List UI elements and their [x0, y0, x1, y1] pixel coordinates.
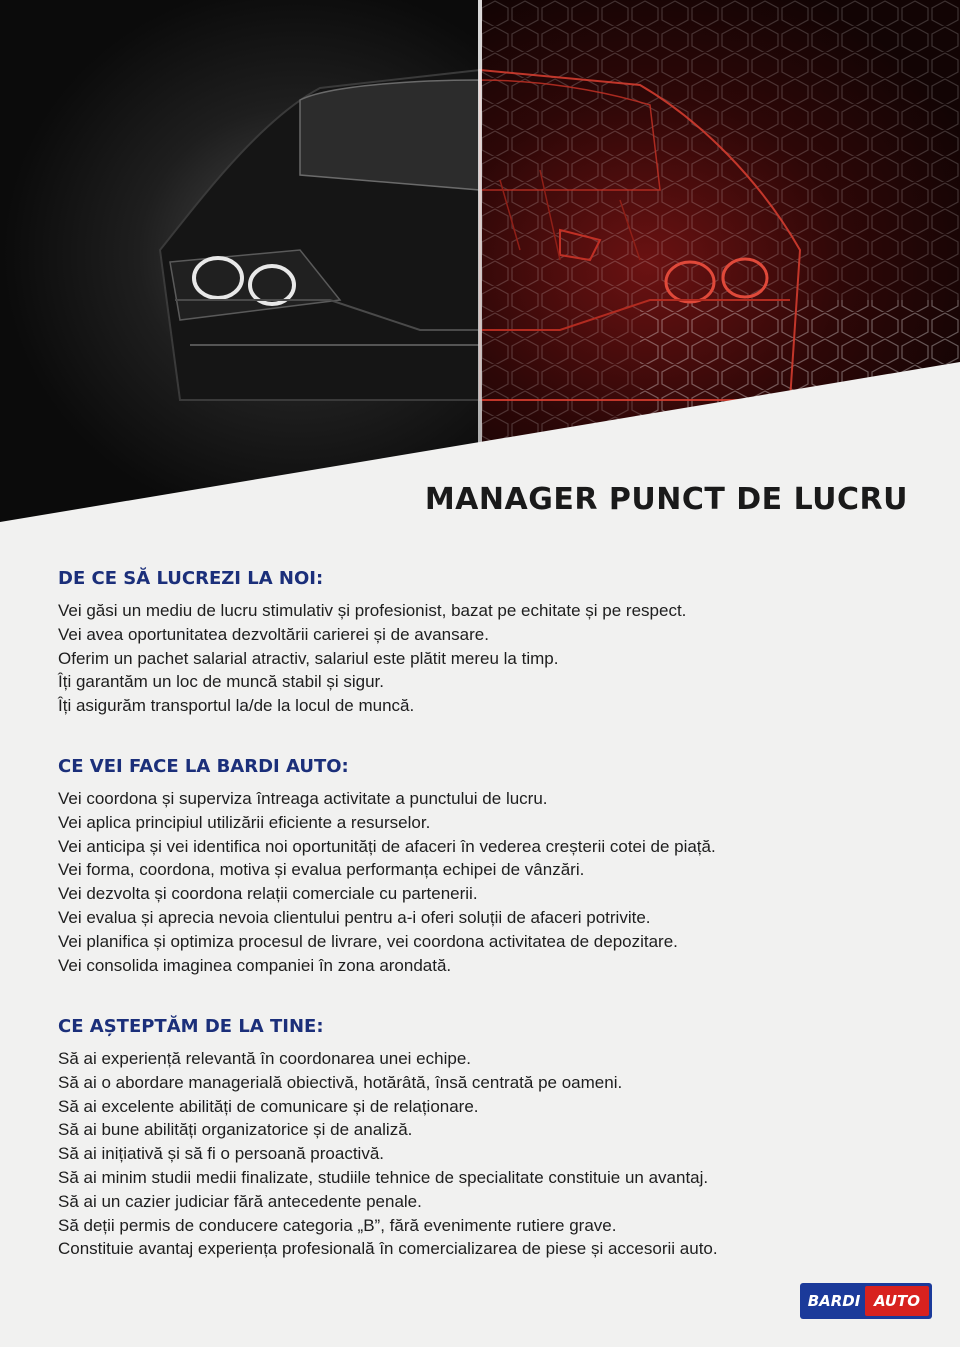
section-why-work-with-us [58, 568, 918, 718]
diagonal-cut [0, 0, 960, 530]
list-item: Îți asigurăm transportul la/de la locul de muncă. [58, 696, 415, 716]
hero-banner [0, 0, 960, 530]
list-item: Să ai excelente abilități de comunicare și de relaționare. [58, 1096, 479, 1116]
list-item: Vei consolida imaginea companiei în zona arondată. [58, 955, 452, 975]
list-item: Oferim un pachet salarial atractiv, salariul este plătit mereu la timp. [58, 648, 559, 668]
list-item: Vei planifica și optimiza procesul de livrare, vei coordona activitatea de depozitare. [58, 931, 678, 951]
benefits-list [58, 599, 918, 718]
logo-text-auto: AUTO [865, 1286, 929, 1316]
list-item: Vei găsi un mediu de lucru stimulativ și profesionist, bazat pe echitate și pe respect. [58, 601, 687, 620]
section-heading: CE AȘTEPTĂM DE LA TINE: [58, 1016, 324, 1037]
list-item: Să ai bune abilități organizatorice și de analiză. [58, 1120, 413, 1140]
responsibilities-list [58, 787, 918, 977]
list-item: Vei coordona și superviza întreaga activitate a punctului de lucru. [58, 789, 548, 808]
section-heading: CE VEI FACE LA BARDI AUTO: [58, 756, 349, 777]
list-item: Vei anticipa și vei identifica noi oportunități de afaceri în vederea creșterii cotei de piață. [58, 836, 716, 856]
section-responsibilities [58, 756, 918, 977]
list-item: Să deții permis de conducere categoria „B”, fără evenimente rutiere grave. [58, 1215, 617, 1235]
section-heading: DE CE SĂ LUCREZI LA NOI: [58, 568, 324, 589]
job-title: MANAGER PUNCT DE LUCRU [424, 482, 908, 517]
list-item: Vei aplica principiul utilizării eficiente a resurselor. [58, 812, 431, 832]
list-item: Să ai minim studii medii finalizate, studiile tehnice de specialitate constituie un avantaj. [58, 1167, 709, 1187]
list-item: Vei avea oportunitatea dezvoltării carierei și de avansare. [58, 624, 489, 644]
list-item: Să ai o abordare managerială obiectivă, hotărâtă, însă centrată pe oameni. [58, 1072, 623, 1092]
list-item: Îți garantăm un loc de muncă stabil și sigur. [58, 672, 384, 692]
logo-text-bardi: BARDI [807, 1292, 861, 1310]
list-item: Vei forma, coordona, motiva și evalua performanța echipei de vânzări. [58, 860, 585, 880]
requirements-list [58, 1047, 918, 1261]
list-item: Să ai inițiativă și să fi o persoană proactivă. [58, 1144, 385, 1164]
list-item: Vei dezvolta și coordona relații comerciale cu partenerii. [58, 884, 478, 904]
list-item: Vei evalua și aprecia nevoia clientului pentru a-i oferi soluții de afaceri potrivite. [58, 907, 651, 927]
list-item: Să ai un cazier judiciar fără antecedente penale. [58, 1191, 422, 1211]
bardi-auto-logo [800, 1283, 932, 1319]
section-requirements [58, 1016, 918, 1261]
list-item: Constituie avantaj experiența profesională în comercializarea de piese și accesorii auto. [58, 1239, 718, 1259]
list-item: Să ai experiență relevantă în coordonarea unei echipe. [58, 1049, 472, 1068]
